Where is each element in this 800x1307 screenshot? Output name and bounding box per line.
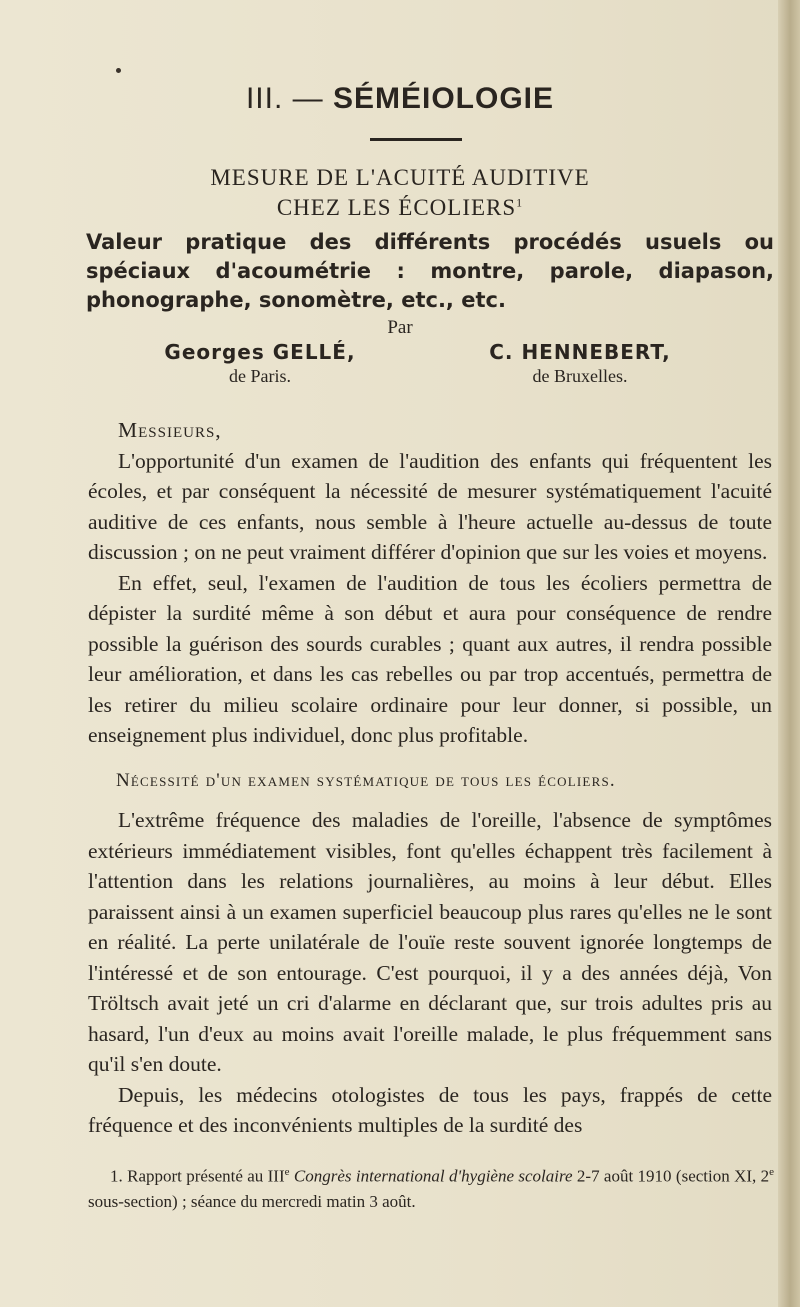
body-part2 [88, 805, 772, 1141]
footnote-rest2: sous-section) ; séance du mercredi matin 3 août. [88, 1191, 416, 1211]
title-rule [370, 138, 462, 141]
footnote-mark: 1 [516, 195, 524, 210]
article-subtitle: Valeur pratique des différents procédés usuels ou spéciaux d'acoumétrie : montre, parole, diapason, phonographe, sonomètre, etc., etc. [86, 230, 774, 312]
author-hennebert [460, 340, 700, 387]
article-title-line2-text: CHEZ LES ÉCOLIERS [276, 195, 517, 220]
body-part1 [88, 415, 772, 751]
footnote [88, 1160, 774, 1214]
section-prefix: III. — [245, 82, 333, 115]
section-name: SÉMÉIOLOGIE [332, 82, 555, 115]
footnote-sup1: e [284, 1166, 290, 1178]
footnote-lead: 1. Rapport présenté au III [110, 1166, 285, 1186]
footnote-1 [88, 1160, 774, 1214]
author1-name: Georges GELLÉ, [164, 340, 356, 364]
article-title-line1: MESURE DE L'ACUITÉ AUDITIVE [210, 165, 590, 190]
paragraph-4: Depuis, les médecins otologistes de tous les pays, frappés de cette fréquence et des inconvénients multiples de la surdité des [88, 1082, 772, 1137]
author-gelle [140, 340, 380, 387]
paragraph-2: En effet, seul, l'examen de l'audition de tous les écoliers permettra de dépister la surdité même à son début et aura pour conséquence de rendre possible la guérison des sourds curables ; quant aux autres, il rendra possible leur amélioration, et dans les cas rebelles ou par trop accentués, permettra de les retirer du milieu scolaire ordinaire pour leur donner, si possible, un enseignement plus individuel, donc plus profitable. [88, 570, 772, 747]
section-heading: Nécessité d'un examen systématique de tous les écoliers. [116, 770, 616, 791]
footnote-sup2: e [769, 1166, 775, 1178]
salutation: Messieurs, [118, 418, 222, 442]
paragraph-3: L'extrême fréquence des maladies de l'oreille, l'absence de symptômes extérieurs immédiatement visibles, font qu'elles échappent très facilement à l'attention dans les relations journalières, au moins à leur début. Elles paraissent ainsi à un examen superficiel beaucoup plus rares qu'elles ne le sont en réalité. La perte unilatérale de l'ouïe reste souvent ignorée longtemps de l'intéressé et de son entourage. C'est pourquoi, il y a des années déjà, Von Tröltsch avait jeté un cri d'alarme en déclarant que, sur trois adultes pris au hasard, l'un d'eux au moins avait l'oreille malade, le plus fréquemment sans qu'il s'en doute. [88, 808, 772, 1076]
paragraph-1: L'opportunité d'un examen de l'audition des enfants qui fréquentent les écoles, et par conséquent la nécessité de mesurer systématiquement l'acuité auditive de ces enfants, nous semble à l'heure actuelle au-dessus de toute discussion ; on ne peut vraiment différer d'opinion que sur les voies et moyens. [88, 448, 772, 564]
author1-place: de Paris. [229, 366, 291, 386]
footnote-rest1: 2-7 août 1910 (section XI, 2 [576, 1166, 770, 1186]
author2-place: de Bruxelles. [532, 366, 628, 386]
footnote-congress: Congrès international d'hygiène scolaire [293, 1166, 573, 1186]
article-title-line2 [0, 195, 800, 221]
section-title [0, 82, 800, 116]
byline-par: Par [387, 317, 413, 338]
printing-dot [116, 68, 121, 73]
author2-name: C. HENNEBERT, [489, 340, 671, 364]
